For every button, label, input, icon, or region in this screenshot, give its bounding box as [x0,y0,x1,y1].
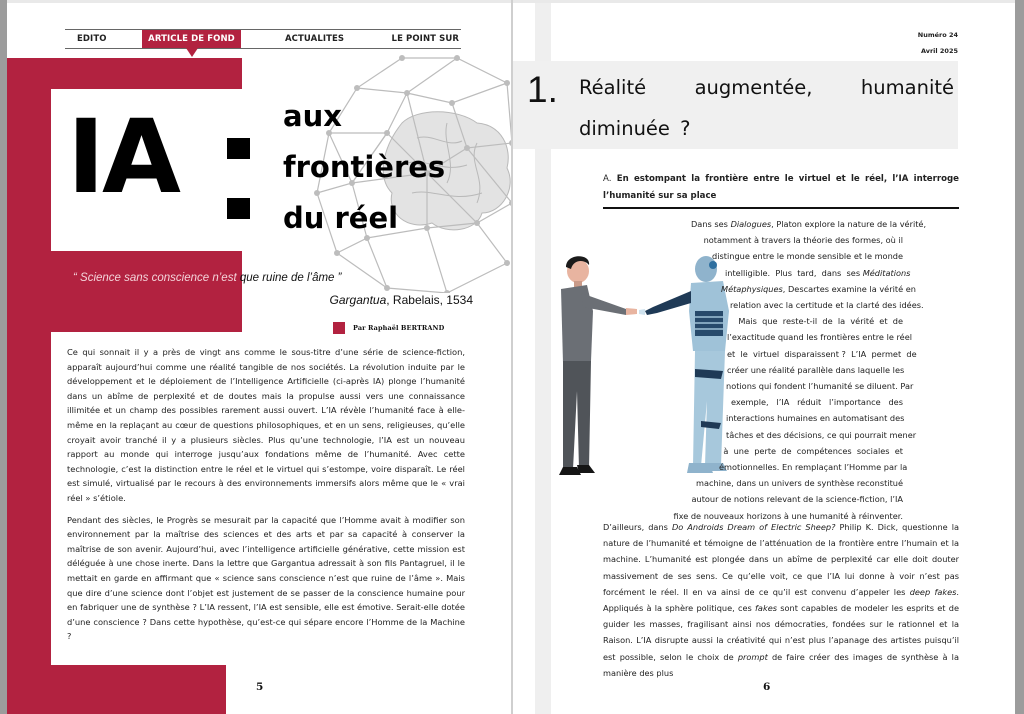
nav-article-de-fond[interactable]: ARTICLE DE FOND [142,30,241,48]
section-nav [65,29,461,49]
paragraph [603,519,959,681]
author-name: Par Raphaël BERTRAND [353,324,445,332]
wrapped-line: et le virtuel disparaissent ? L’IA permet de [727,348,917,359]
nav-edito[interactable]: EDITO [77,34,107,44]
author-byline [333,322,444,334]
quote-source-rest: , Rabelais, 1534 [386,293,473,307]
italic-term: deep fakes [909,586,957,597]
wrapped-line: notions qui fondent l’humanité se diluent. Par [726,381,914,391]
wrapped-line: exemple, l’IA réduit l’importance des [731,397,903,408]
wrapped-line: l’exactitude quand les frontières entre le réel [727,332,913,343]
wrapped-line: émotionnelles. En remplaçant l’Homme par la [719,462,908,472]
issue-number: Numéro 24 [917,31,958,39]
wrapped-line: fixe de nouveaux horizons à une humanité à réinventer. [673,510,903,521]
text-span: . Appliqués à la sphère politique, ces [603,586,960,614]
window-edge-right [1015,0,1024,714]
quote-part-red: “ Science sans conscience n’est [73,272,237,284]
page-number-left: 5 [256,681,264,693]
wrapped-line: créer une réalité parallèle dans laquelle les [727,364,905,375]
book-title: Do Androids Dream of Electric Sheep? [671,522,836,532]
italic-term: fakes [755,603,777,614]
red-frame-bottom [7,665,226,714]
quote-part-white: que ruine de l’âme ” [236,272,342,284]
headline-colon-bottom [227,198,250,219]
headline-line-1: aux [283,99,342,133]
article-body-right [603,519,959,681]
text-span: D’ailleurs, dans [603,522,672,532]
author-square-icon [333,322,345,334]
wrapped-line: autour de notions relevant de la science-fiction, l’IA [691,494,903,505]
page-left [7,3,511,714]
headline-subtitle [283,91,445,244]
wrapped-line: Dans ses Dialogues, Platon explore la nature de la vérité, [691,219,927,229]
nav-le-point-sur[interactable]: LE POINT SUR [391,34,459,44]
headline-ia: IA [67,98,178,217]
subheading-prefix: A. [603,174,612,184]
red-frame-left [7,58,51,714]
paragraph: Ce qui sonnait il y a près de vingt ans comme le sous-titre d’une série de science-fiction, apparaît aujourd’hui comme une réalité tangible de nos sociétés. La révolution induite par le développement et le déploiement de l’Intelligence Artificielle (ci-après IA) plonge l’humanité dans un abîme de perplexité et de doutes mais la propulse aussi vers une connaissance illimitée et un champ des possibles rarement aussi ouvert. L’IA révèle l’humanité face à elle-même en la replaçant au cœur de questions philosophiques, et en un sens, religieuses, qu’elle croyait avoir tranché il y a plusieurs siècles. Plus qu’une technologie, l’IA est un nouveau rapport au monde qui interroge jusqu’aux fondations même de l’humanité. Avec cette technologie, c’est la distinction entre le réel et le virtuel qui s’estompe, voire disparaît. Le réel est simulé, virtualisé par le recours à des environnements immersifs alors même que le « vrai réel » s’étiole. [67,347,465,503]
issue-info [918,27,958,59]
text-span: Philip K. Dick, questionne la nature de l’humanité et témoigne de l’atténuation de la frontière entre l’humain et la machine. L’humanité est plongée dans un abîme de perplexité car elle doit douter massivement de ses sens. Ce qu’elle voit, ce que l’IA lui donne à voir n’est pas forcément le réel. Il en va ainsi de ce qu’il est convenu d’appeler les [603,522,959,597]
window-edge-left [0,0,7,714]
paragraph: Pendant des siècles, le Progrès se mesurait par la capacité que l’Homme avait à modifier son environnement par la maîtrise des sciences et des arts et par sa capacité à conserver la maîtrise de son avenir. Aujourd’hui, avec l’intelligence artificielle générative, cette mission est déléguée à une chose inerte. Dans la lettre que Gargantua adressait à son fils Pantagruel, il le mettait en garde en affirmant que « science sans conscience n’est que ruine de l’âme ». Mais que dire d’une science dont l’objet est justement de se passer de la conscience humaine pour en fabriquer une de synthèse ? L’IA ressent, l’IA est sensible, elle est émotive. Serait-elle dotée d’une conscience ? Dans cette hypothèse, qu’est-ce qui sépare encore l’Homme de la Machine ? [67,514,465,642]
headline-line-2: frontières [283,150,446,184]
article-body-left [67,345,465,651]
quote-source-work: Gargantua [329,293,387,307]
section-title: Réalité augmentée, humanité diminuée ? [579,76,954,140]
wrapped-line: Métaphysiques, Descartes examine la vérité en [721,283,916,294]
wrapped-line: interactions humaines en automatisant des [726,413,905,424]
quote-source [330,293,473,307]
red-frame-top [7,58,242,89]
headline-line-3: du réel [283,201,399,235]
wrapped-line: à une perte de compétences sociales et [723,445,903,456]
subheading-text: En estompant la frontière entre le virtuel et le réel, l’IA interroge l’humanité sur sa place [603,174,959,201]
wrapped-line: tâches et des décisions, ce qui pourrait mener [726,429,917,440]
epigraph-quote [73,272,341,284]
text-span: sont capables de modeler les esprits et de guider les masses, fragilisant ainsi nos démocraties, fondées sur le rationnel et la Raison. L’IA disrupte aussi la créativité qui n’est plus l’apanage des artistes puisqu’il est possible, selon le choix de [603,603,959,662]
wrapped-paragraph [513,216,959,521]
page-right [513,3,1015,714]
section-number: 1. [527,69,558,110]
wrapped-line: intelligible. Plus tard, dans ses Méditations [725,267,911,278]
wrapped-line: relation avec la certitude et la clarté des idées. [730,300,924,310]
subheading [603,171,959,209]
wrapped-line: machine, dans un univers de synthèse reconstitué [696,478,904,489]
headline-colon-top [227,138,250,159]
issue-date: Avril 2025 [920,47,958,55]
wrapped-line: Mais que reste-t-il de la vérité et de [738,316,903,327]
red-frame-middle [7,251,242,332]
text-span: de faire créer des images de synthèse à la manière des plus [603,651,959,678]
wrapped-line: notamment à travers la théorie des formes, où il [703,235,903,246]
italic-term: prompt [737,651,768,662]
page-number-right: 6 [763,681,771,693]
nav-actualites[interactable]: ACTUALITES [285,34,345,44]
wrapped-line: distingue entre le monde sensible et le monde [712,251,903,262]
